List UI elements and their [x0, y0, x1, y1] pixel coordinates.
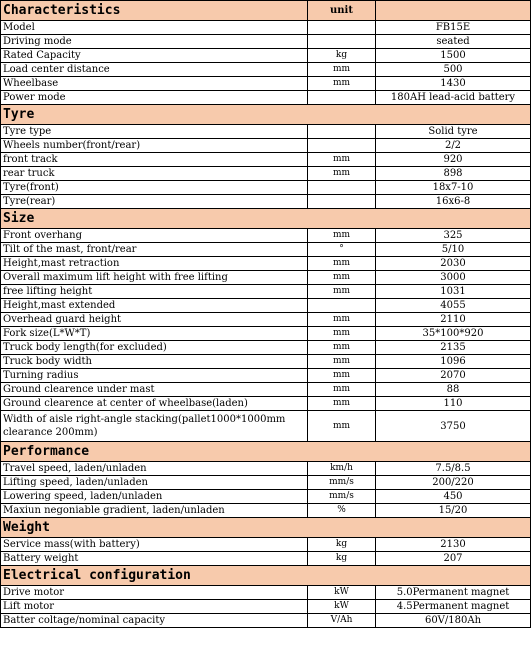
- spec-label: Load center distance: [1, 63, 308, 77]
- spec-unit: mm: [308, 63, 376, 77]
- spec-label: Tyre type: [1, 125, 308, 139]
- spec-label: Driving mode: [1, 35, 308, 49]
- spec-label: Rated Capacity: [1, 49, 308, 63]
- spec-row: [1, 271, 531, 285]
- spec-label: Tyre(rear): [1, 195, 308, 209]
- spec-value: 200/220: [376, 476, 531, 490]
- spec-value: 325: [376, 229, 531, 243]
- spec-unit: mm: [308, 411, 376, 442]
- spec-row: [1, 600, 531, 614]
- spec-row: [1, 63, 531, 77]
- spec-value: 2135: [376, 341, 531, 355]
- section-header-row: [1, 566, 531, 586]
- spec-value: 4.5Permanent magnet: [376, 600, 531, 614]
- spec-value: 2070: [376, 369, 531, 383]
- spec-label: Lowering speed, laden/unladen: [1, 490, 308, 504]
- spec-row: [1, 538, 531, 552]
- spec-row: [1, 586, 531, 600]
- spec-label: Wheelbase: [1, 77, 308, 91]
- spec-unit: mm: [308, 77, 376, 91]
- section-header-row: [1, 442, 531, 462]
- spec-value: 1031: [376, 285, 531, 299]
- spec-value: 2/2: [376, 139, 531, 153]
- section-title: Electrical configuration: [1, 566, 531, 586]
- spec-row: [1, 341, 531, 355]
- spec-unit: mm: [308, 341, 376, 355]
- unit-column-heading: unit: [308, 1, 376, 21]
- spec-label: Front overhang: [1, 229, 308, 243]
- spec-label: Drive motor: [1, 586, 308, 600]
- spec-unit: kg: [308, 538, 376, 552]
- spec-unit: mm: [308, 229, 376, 243]
- spec-row: [1, 91, 531, 105]
- spec-row: [1, 139, 531, 153]
- spec-unit: [308, 195, 376, 209]
- section-header-row: [1, 209, 531, 229]
- spec-row: [1, 327, 531, 341]
- spec-unit: mm: [308, 313, 376, 327]
- spec-value: 1500: [376, 49, 531, 63]
- spec-label: Model: [1, 21, 308, 35]
- spec-label: Height,mast retraction: [1, 257, 308, 271]
- spec-row: [1, 383, 531, 397]
- spec-unit: [308, 181, 376, 195]
- section-title: Tyre: [1, 105, 531, 125]
- spec-value: 110: [376, 397, 531, 411]
- spec-unit: mm: [308, 369, 376, 383]
- spec-row: [1, 125, 531, 139]
- spec-value: 3000: [376, 271, 531, 285]
- spec-label: front track: [1, 153, 308, 167]
- spec-value: 35*100*920: [376, 327, 531, 341]
- spec-unit: °: [308, 243, 376, 257]
- spec-label: Height,mast extended: [1, 299, 308, 313]
- spec-unit: [308, 139, 376, 153]
- section-header-row: [1, 105, 531, 125]
- spec-label: Ground clearence at center of wheelbase(laden): [1, 397, 308, 411]
- spec-value: 500: [376, 63, 531, 77]
- spec-row: [1, 181, 531, 195]
- spec-row: [1, 49, 531, 63]
- spec-value: 60V/180Ah: [376, 614, 531, 628]
- spec-unit: %: [308, 504, 376, 518]
- spec-label: Overhead guard height: [1, 313, 308, 327]
- spec-unit: mm: [308, 167, 376, 181]
- spec-value: Solid tyre: [376, 125, 531, 139]
- spec-value: 18x7-10: [376, 181, 531, 195]
- spec-unit: mm/s: [308, 476, 376, 490]
- spec-value: 450: [376, 490, 531, 504]
- spec-value: 3750: [376, 411, 531, 442]
- spec-unit: mm/s: [308, 490, 376, 504]
- spec-label: Overall maximum lift height with free lifting: [1, 271, 308, 285]
- spec-label: Lifting speed, laden/unladen: [1, 476, 308, 490]
- spec-value: seated: [376, 35, 531, 49]
- spec-row: [1, 504, 531, 518]
- section-title: Size: [1, 209, 531, 229]
- spec-value: FB15E: [376, 21, 531, 35]
- spec-unit: mm: [308, 383, 376, 397]
- spec-unit: [308, 125, 376, 139]
- spec-row: [1, 299, 531, 313]
- spec-label: Truck body width: [1, 355, 308, 369]
- spec-value: 2110: [376, 313, 531, 327]
- spec-row: [1, 243, 531, 257]
- spec-unit: V/Ah: [308, 614, 376, 628]
- spec-unit: mm: [308, 257, 376, 271]
- spec-row: [1, 369, 531, 383]
- spec-row: [1, 285, 531, 299]
- spec-row: [1, 77, 531, 91]
- spec-label: Ground clearence under mast: [1, 383, 308, 397]
- spec-value: 5.0Permanent magnet: [376, 586, 531, 600]
- spec-value: 2130: [376, 538, 531, 552]
- spec-value: 180AH lead-acid battery: [376, 91, 531, 105]
- spec-unit: kg: [308, 49, 376, 63]
- spec-unit: [308, 21, 376, 35]
- spec-row: [1, 397, 531, 411]
- section-title: Performance: [1, 442, 531, 462]
- spec-unit: kW: [308, 600, 376, 614]
- spec-row: [1, 35, 531, 49]
- spec-label: Battery weight: [1, 552, 308, 566]
- spec-row: [1, 614, 531, 628]
- spec-row: [1, 229, 531, 243]
- spec-row: [1, 355, 531, 369]
- spec-value: 5/10: [376, 243, 531, 257]
- spec-row: [1, 476, 531, 490]
- spec-value: 920: [376, 153, 531, 167]
- spec-row: [1, 462, 531, 476]
- spec-unit: [308, 35, 376, 49]
- spec-unit: mm: [308, 285, 376, 299]
- spec-row: [1, 21, 531, 35]
- spec-value: 1096: [376, 355, 531, 369]
- spec-label: Batter coltage/nominal capacity: [1, 614, 308, 628]
- header-row: [1, 1, 531, 21]
- spec-label: Truck body length(for excluded): [1, 341, 308, 355]
- spec-label: rear truck: [1, 167, 308, 181]
- spec-value: 207: [376, 552, 531, 566]
- spec-unit: mm: [308, 327, 376, 341]
- spec-value: 2030: [376, 257, 531, 271]
- spec-unit: mm: [308, 397, 376, 411]
- spec-label: Power mode: [1, 91, 308, 105]
- spec-value: 1430: [376, 77, 531, 91]
- section-header-row: [1, 518, 531, 538]
- spec-label: Maxiun negoniable gradient, laden/unladen: [1, 504, 308, 518]
- spec-label: Wheels number(front/rear): [1, 139, 308, 153]
- spec-row: [1, 552, 531, 566]
- spec-value: 15/20: [376, 504, 531, 518]
- spec-row: [1, 313, 531, 327]
- spec-row: [1, 411, 531, 442]
- spec-unit: [308, 299, 376, 313]
- spec-value: 4055: [376, 299, 531, 313]
- spec-unit: [308, 91, 376, 105]
- spec-label: free lifting height: [1, 285, 308, 299]
- spec-row: [1, 153, 531, 167]
- spec-row: [1, 490, 531, 504]
- spec-unit: kg: [308, 552, 376, 566]
- spec-unit: mm: [308, 271, 376, 285]
- spec-unit: km/h: [308, 462, 376, 476]
- spec-label: Service mass(with battery): [1, 538, 308, 552]
- characteristics-heading: Characteristics: [1, 1, 308, 21]
- spec-value: 898: [376, 167, 531, 181]
- spec-unit: mm: [308, 355, 376, 369]
- spec-label: Width of aisle right-angle stacking(pallet1000*1000mm clearance 200mm): [1, 411, 308, 442]
- section-title: Weight: [1, 518, 531, 538]
- spec-label: Fork size(L*W*T): [1, 327, 308, 341]
- spec-label: Travel speed, laden/unladen: [1, 462, 308, 476]
- spec-label: Tilt of the mast, front/rear: [1, 243, 308, 257]
- spec-row: [1, 167, 531, 181]
- spec-value: 7.5/8.5: [376, 462, 531, 476]
- spec-label: Lift motor: [1, 600, 308, 614]
- spec-unit: kW: [308, 586, 376, 600]
- spec-value: 16x6-8: [376, 195, 531, 209]
- value-column-heading: [376, 1, 531, 21]
- spec-label: Tyre(front): [1, 181, 308, 195]
- spec-label: Turning radius: [1, 369, 308, 383]
- spec-value: 88: [376, 383, 531, 397]
- spec-row: [1, 195, 531, 209]
- spec-row: [1, 257, 531, 271]
- spec-unit: mm: [308, 153, 376, 167]
